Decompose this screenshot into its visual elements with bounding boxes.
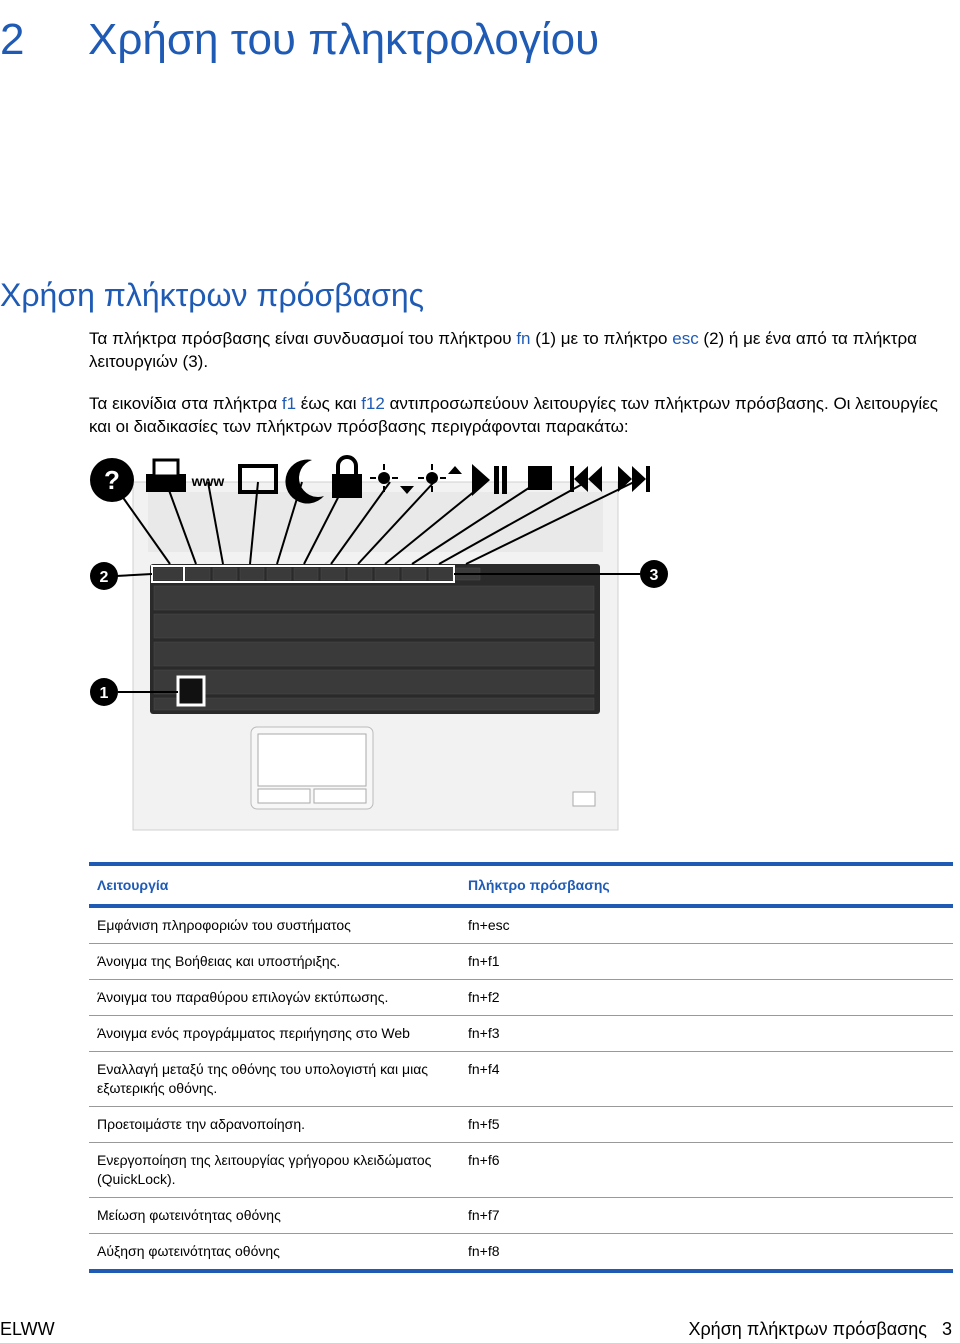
callout-2 <box>90 562 118 590</box>
function-cell: Μείωση φωτεινότητας οθόνης <box>97 1207 281 1223</box>
table-header-row <box>89 864 953 906</box>
icons-paragraph: Τα εικονίδια στα πλήκτρα f1 έως και f12 αντιπροσωπεύουν λειτουργίες των πλήκτρων πρόσβασης. Οι λειτουργίες και οι διαδικασίες των πλήκτρων πρόσβασης περιγράφονται παρακάτω: <box>89 394 938 436</box>
f1-key-term: f1 <box>281 394 297 413</box>
function-cell: Προετοιμάστε την αδρανοποίηση. <box>97 1116 305 1132</box>
f12-key-term: f12 <box>361 394 385 413</box>
function-cell: Εναλλαγή μεταξύ της οθόνης του υπολογιστή και μιας εξωτερικής οθόνης. <box>97 1061 429 1096</box>
callout-1 <box>90 678 118 706</box>
hotkey-cell: fn+f5 <box>468 1116 500 1132</box>
function-cell: Εμφάνιση πληροφοριών του συστήματος <box>97 917 351 933</box>
svg-text:3: 3 <box>649 567 659 584</box>
hotkey-cell: fn+f8 <box>468 1243 500 1259</box>
esc-key-term: esc <box>672 329 699 348</box>
footer-right: Χρήση πλήκτρων πρόσβασης 3 <box>688 1319 952 1339</box>
printer-icon <box>146 460 186 492</box>
intro-paragraph: Τα πλήκτρα πρόσβασης είναι συνδυασμοί του πλήκτρου fn (1) με το πλήκτρο esc (2) ή με ένα από τα πλήκτρα λειτουργιών (3). <box>89 329 917 371</box>
stop-icon <box>528 466 552 490</box>
table-row <box>89 1107 953 1143</box>
fn-key-highlight <box>178 677 204 705</box>
header-hotkey: Πλήκτρο πρόσβασης <box>468 877 610 893</box>
fn-key-term: fn <box>516 329 531 348</box>
hotkey-cell: fn+esc <box>468 917 510 933</box>
function-cell: Ενεργοποίηση της λειτουργίας γρήγορου κλειδώματος (QuickLock). <box>97 1152 432 1187</box>
chapter-heading <box>0 14 599 66</box>
table-row <box>89 980 953 1016</box>
table-row <box>89 1234 953 1272</box>
footer-left: ELWW <box>0 1319 55 1339</box>
hotkey-cell: fn+f6 <box>468 1152 500 1168</box>
lock-icon <box>332 457 362 498</box>
function-cell: Άνοιγμα ενός προγράμματος περιήγησης στο Web <box>97 1025 410 1041</box>
hotkey-cell: fn+f7 <box>468 1207 500 1223</box>
section-title: Χρήση πλήκτρων πρόσβασης <box>0 277 425 313</box>
chapter-title: Χρήση του πληκτρολογίου <box>88 15 600 64</box>
table-row <box>89 1143 953 1198</box>
www-icon: www <box>191 473 225 489</box>
table-row <box>89 1198 953 1234</box>
svg-text:1: 1 <box>99 685 109 702</box>
header-function: Λειτουργία <box>97 877 169 893</box>
hotkey-cell: fn+f1 <box>468 953 500 969</box>
svg-text:2: 2 <box>99 569 109 586</box>
function-cell: Άνοιγμα της Βοήθειας και υποστήριξης. <box>97 953 341 969</box>
table-row <box>89 1052 953 1107</box>
table-row <box>89 906 953 944</box>
table-row <box>89 944 953 980</box>
hotkey-cell: fn+f2 <box>468 989 500 1005</box>
function-cell: Άνοιγμα του παραθύρου επιλογών εκτύπωσης. <box>97 989 389 1005</box>
callout-3 <box>640 560 668 588</box>
function-cell: Αύξηση φωτεινότητας οθόνης <box>97 1243 280 1259</box>
chapter-number: 2 <box>0 15 25 64</box>
keyboard-figure <box>88 452 668 832</box>
hotkey-cell: fn+f4 <box>468 1061 500 1077</box>
hotkeys-table <box>89 862 953 1273</box>
svg-text:?: ? <box>104 465 120 495</box>
table-row <box>89 1016 953 1052</box>
hotkey-cell: fn+f3 <box>468 1025 500 1041</box>
